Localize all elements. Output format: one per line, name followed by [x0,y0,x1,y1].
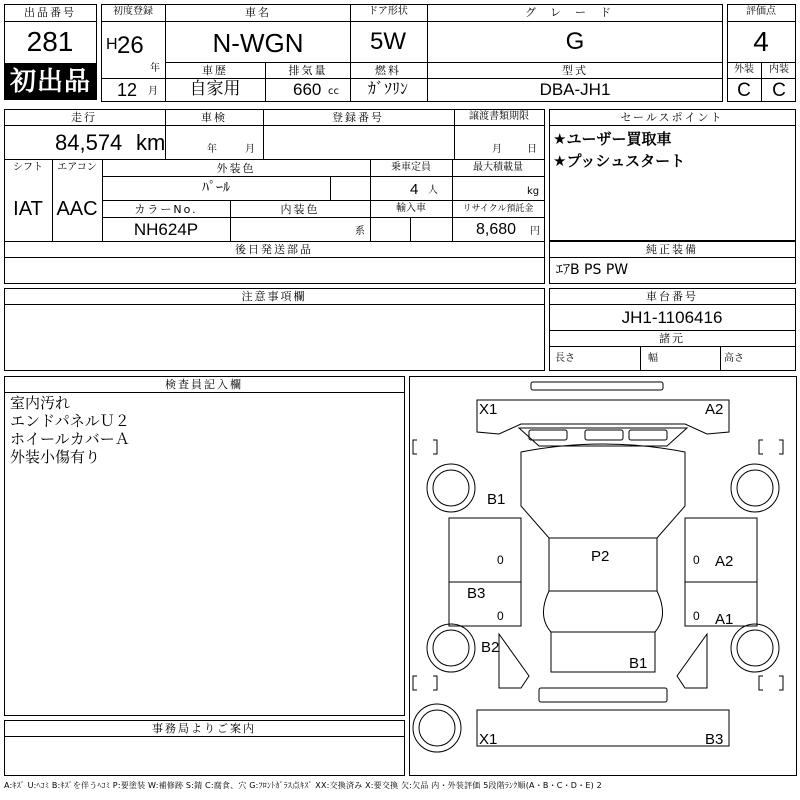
model: DBA-JH1 [539,80,611,99]
office-label: 事務局よりご案内 [152,722,256,735]
capacity-unit: 人 [428,185,438,196]
transfer-day-unit: 日 [527,144,537,155]
first-reg-month: 12 [117,80,138,100]
inspector-line-2: エンドパネルＵ２ [10,412,130,430]
max-load-unit: kg [527,186,540,197]
mark-x1-rear: X1 [479,731,498,748]
reg-number-label: 登録番号 [332,111,384,124]
model-label: 型式 [562,64,588,77]
ac: AAC [56,198,98,220]
ac-label: エアコン [57,162,97,173]
mark-p2-roof: P2 [591,548,610,565]
inspection-year-unit: 年 [207,144,217,155]
sales-label: セールスポイント [620,111,724,124]
mark-x1-front: X1 [479,401,498,418]
inspector-line-3: ホイールカバーＡ [10,430,130,448]
interior-label: 内装 [769,64,789,75]
notes-label: 注意事項欄 [241,290,307,303]
mark-0-right-rear: 0 [693,609,700,623]
height-label: 高さ [724,353,744,364]
era: H [106,36,118,53]
mark-b3-rear: B3 [705,731,724,748]
score: 4 [753,26,769,57]
doors-label: ドア形状 [368,6,408,17]
mark-b1-left: B1 [487,491,506,508]
inspector-line-4: 外装小傷有り [10,448,101,466]
car-name: N-WGN [212,28,304,58]
shift-label: シフト [13,162,43,173]
recycle-unit: 円 [530,226,540,237]
dims-label: 諸元 [659,332,685,345]
sales-point-1: ★ユーザー買取車 [553,130,672,148]
car-name-label: 車名 [245,6,271,19]
first-listing-badge: 初出品 [4,64,97,100]
capacity-label: 乗車定員 [391,162,431,173]
doors: 5W [370,28,406,55]
month-unit: 月 [148,86,158,97]
mark-a2-right: A2 [715,553,734,570]
fuel-label: 燃料 [375,64,401,77]
color-no: NH624P [133,220,199,239]
legend-text: A:ｷｽﾞ U:ﾍｺﾐ B:ｷｽﾞを伴うﾍｺﾐ P:要塗装 W:補修跡 S:錆 C:腐食、穴 G:ﾌﾛﾝﾄｶﾞﾗｽ点ｷｽﾞ XX:交換済み X:要交換 欠:欠品 内・外装評価 5段階ﾗﾝｸ順(A・B・C・D・E) 2 [4,781,602,790]
displacement: 660 [293,80,322,99]
first-reg-label: 初度登録 [113,6,153,17]
color-no-label: カラーNo. [134,203,198,216]
displacement-unit: cc [328,86,339,97]
sales-box [549,109,796,241]
mark-0-right-front: 0 [693,553,700,567]
inspector-label: 検査員記入欄 [165,378,243,391]
lot-number: 281 [26,26,74,57]
fuel: ｶﾞｿﾘﾝ [367,79,409,98]
inspection-label: 車検 [201,111,227,124]
import-label: 輸入車 [396,203,426,214]
ext-color-label: 外装色 [216,162,256,175]
grade-label: グレード [525,6,625,19]
int-color-unit: 系 [355,226,365,237]
length-label: 長さ [555,353,575,364]
capacity: 4 [410,181,419,198]
first-reg-year: 26 [117,32,144,59]
mark-0-left-rear: 0 [497,609,504,623]
mileage-unit: km [136,130,166,155]
mileage: 84,574 [55,130,123,155]
lot-label: 出品番号 [24,6,76,19]
recycle-label: リサイクル預託金 [462,204,534,214]
mark-a1-right: A1 [715,611,734,628]
car-damage-diagram [409,376,797,776]
transfer-month-unit: 月 [492,144,502,155]
equipment-label: 純正装備 [646,243,698,256]
inspector-line-1: 室内汚れ [10,394,71,412]
recycle: 8,680 [476,221,517,238]
transfer-label: 譲渡書類期限 [469,111,529,122]
exterior-label: 外装 [734,64,754,75]
ext-color: ﾊﾟｰﾙ [202,180,230,196]
history: 自家用 [189,79,241,99]
mark-b1-trunk: B1 [629,655,648,672]
sales-point-2: ★プッシュスタート [553,152,686,170]
year-unit: 年 [150,63,160,74]
inspection-month-unit: 月 [245,144,255,155]
int-color-label: 内装色 [280,203,320,216]
exterior-grade: C [737,80,751,101]
equipment-value: ｴｱB PS PW [556,262,629,278]
mark-b2-left: B2 [481,639,500,656]
mark-0-left-front: 0 [497,553,504,567]
score-label: 評価点 [746,6,776,17]
mark-a2-front: A2 [705,401,724,418]
mileage-label: 走行 [71,111,97,124]
history-label: 車歴 [202,64,228,77]
later-parts-label: 後日発送部品 [235,243,313,256]
diagram-frame [410,377,797,776]
mark-b3-left: B3 [467,585,486,602]
interior-grade: C [772,80,786,101]
shift: IAT [13,198,43,220]
grade: G [565,28,585,55]
displacement-label: 排気量 [288,64,328,77]
chassis-number: JH1-1106416 [621,308,723,327]
chassis-label: 車台番号 [646,290,698,303]
width-label: 幅 [648,353,658,364]
max-load-label: 最大積載量 [473,162,523,173]
